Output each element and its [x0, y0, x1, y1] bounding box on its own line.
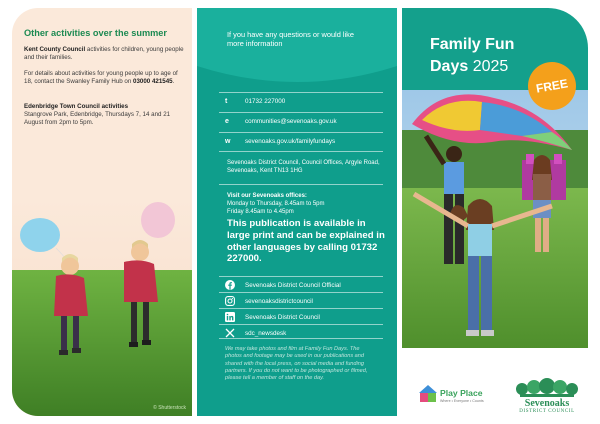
questions-text: If you have any questions or would like more information: [227, 30, 354, 49]
cover-title-line1: Family Fun: [430, 36, 515, 53]
linkedin-icon: [225, 312, 235, 322]
contact-row-email: [219, 112, 383, 130]
edenbridge-name: Edenbridge Town Council activities: [24, 103, 129, 110]
divider: [219, 184, 383, 185]
web-key: w: [225, 138, 231, 145]
facebook-icon: [225, 280, 235, 290]
activities-panel: [12, 8, 192, 416]
social-facebook[interactable]: [219, 276, 383, 291]
details-text: For details about activities for young people up to age of 18, contact the Swanley Family Hub on: [24, 70, 178, 86]
activities-heading: Other activities over the summer: [24, 28, 167, 38]
linkedin-handle: Sevenoaks District Council: [245, 314, 320, 321]
details-end: .: [172, 78, 175, 86]
email-key: e: [225, 118, 229, 125]
x-handle: sdc_newsdesk: [245, 330, 287, 337]
hours-weekday: Monday to Thursday, 8.45am to 5pm: [227, 201, 325, 207]
edenbridge-text: Stangrove Park, Edenbridge, Thursdays 7, 14 and 21 August from 2pm to 5pm.: [24, 111, 171, 127]
social-instagram[interactable]: [219, 292, 383, 307]
kcc-text: activities for children, young people and their families.: [24, 46, 184, 62]
cover-title-line2: [430, 58, 508, 76]
photo-notice: We may take photos and film at Family Fun Days. The photos and footage may be used in our publications and shared with the local press, on social media and funding partners. If you do not want to be photographed or filmed, please tell a member of staff on the day.: [225, 346, 368, 382]
hours-friday: Friday 8.45am to 4.45pm: [227, 209, 294, 215]
details-paragraph: [24, 70, 186, 86]
instagram-icon: [225, 296, 235, 306]
council-name: Sevenoaks: [524, 398, 570, 409]
details-phone: 03000 421545: [133, 78, 173, 86]
web-value[interactable]: sevenoaks.gov.uk/familyfundays: [245, 138, 336, 145]
phone-value[interactable]: 01732 227000: [245, 98, 286, 105]
cover-panel: [402, 8, 588, 416]
free-badge: FREE: [524, 58, 580, 114]
social-linkedin[interactable]: [219, 308, 383, 323]
children-balloons-photo: [12, 198, 192, 416]
playplace-logo: [418, 384, 484, 409]
council-address: Sevenoaks District Council, Council Offices, Argyle Road, Sevenoaks, Kent TN13 1HG: [227, 160, 380, 174]
playplace-tagline: Where • Everyone • Counts: [440, 399, 484, 403]
council-subtitle: DISTRICT COUNCIL: [519, 409, 575, 414]
email-value[interactable]: communities@sevenoaks.gov.uk: [245, 118, 337, 125]
kcc-paragraph: [24, 46, 186, 62]
edenbridge-paragraph: [24, 103, 186, 127]
kcc-name: Kent County Council: [24, 46, 86, 53]
facebook-handle: Sevenoaks District Council Official: [245, 282, 341, 289]
sevenoaks-logo: [512, 378, 582, 414]
office-hours: [227, 192, 325, 216]
playplace-house-icon: [418, 384, 438, 404]
oak-trees-icon: [512, 378, 582, 398]
instagram-handle: sevenoaksdistrictcouncil: [245, 298, 313, 305]
photo-credit: © Shutterstock: [153, 405, 186, 411]
phone-key: t: [225, 98, 228, 105]
contact-panel: [197, 8, 397, 416]
family-parachute-photo: [402, 90, 588, 348]
accessibility-text: This publication is available in large print and can be explained in other languages by calling 01732 227000.: [227, 218, 385, 265]
contact-row-web: [219, 132, 383, 152]
cover-title-year: 2025: [468, 58, 509, 75]
social-x[interactable]: [219, 324, 383, 339]
hours-heading: Visit our Sevenoaks offices:: [227, 193, 307, 199]
x-icon: [225, 328, 235, 338]
cover-title-days: Days: [430, 58, 469, 75]
playplace-name: Play Place: [440, 388, 483, 398]
contact-row-phone: [219, 92, 383, 110]
